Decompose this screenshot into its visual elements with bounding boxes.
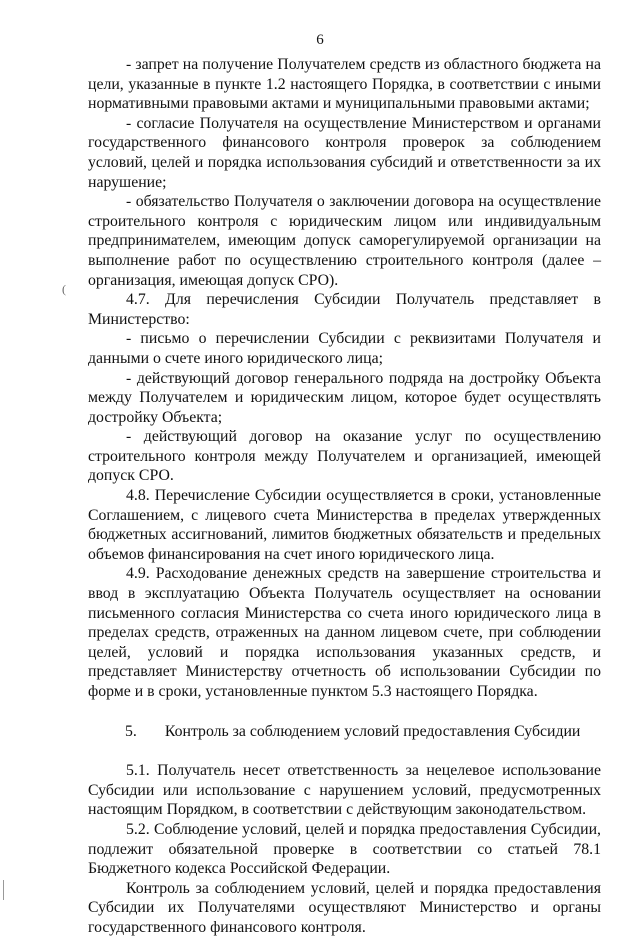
paragraph: Контроль за соблюдением условий, целей и порядка предоставления Субсидии их Получателями осуществляют Министерство и органы государственного финансового контроля. bbox=[88, 879, 601, 936]
section-heading bbox=[88, 722, 601, 742]
page-number: 6 bbox=[316, 32, 324, 48]
paragraph: - действующий договор генерального подряда на достройку Объекта между Получателем и юридическим лицом, которое будет осуществлять достройку Объекта; bbox=[88, 369, 601, 426]
paragraph-4-8: 4.8. Перечисление Субсидии осуществляется в сроки, установленные Соглашением, с лицевого счета Министерства в пределах утвержденных бюджетных ассигнований, лимитов бюджетных обязательств и предельных объемов финансирования на счет иного юридического лица. bbox=[88, 487, 601, 563]
document-body bbox=[88, 55, 601, 938]
paragraph: - согласие Получателя на осуществление Министерством и органами государственного финансового контроля проверок за соблюдением условий, целей и порядка использования субсидий и ответственности за их нарушение; bbox=[88, 114, 601, 191]
section-number: 5. bbox=[125, 722, 137, 740]
paragraph: - действующий договор на оказание услуг по осуществлению строительного контроля между Получателем и организацией, имеющей допуск СРО. bbox=[88, 428, 601, 485]
margin-mark: ( bbox=[62, 282, 66, 296]
paragraph-5-2: 5.2. Соблюдение условий, целей и порядка предоставления Субсидии, подлежит обязательной проверке в соответствии со статьей 78.1 Бюджетного кодекса Российской Федерации. bbox=[88, 820, 601, 878]
paragraph-5-1: 5.1. Получатель несет ответственность за нецелевое использование Субсидии или использование с нарушением условий, предусмотренных настоящим Порядком, в соответствии с действующим законодательством. bbox=[88, 762, 601, 819]
paragraph: - письмо о перечислении Субсидии с реквизитами Получателя и данными о счете иного юридического лица; bbox=[88, 330, 601, 367]
scan-edge-mark bbox=[3, 880, 4, 900]
section-title: Контроль за соблюдением условий предоставления Субсидии bbox=[164, 722, 581, 740]
paragraph: - запрет на получение Получателем средств из областного бюджета на цели, указанные в пункте 1.2 настоящего Порядка, в соответствии с иными нормативными правовыми актами и муниципальными правовыми актами; bbox=[88, 56, 601, 113]
paragraph-4-7: 4.7. Для перечисления Субсидии Получатель представляет в Министерство: bbox=[88, 291, 601, 328]
paragraph-4-9: 4.9. Расходование денежных средств на завершение строительства и ввод в эксплуатацию Объекта Получатель осуществляет на основании письменного согласия Министерства со счета иного юридического лица в пределах средств, отраженных на данном лицевом счете, при соблюдении целей, условий и порядка использования указанных средств, и представляет Министерству отчетность об использовании Субсидии по форме и в сроки, установленные пунктом 5.3 настоящего Порядка. bbox=[88, 565, 601, 700]
paragraph: - обязательство Получателя о заключении договора на осуществление строительного контроля с юридическим лицом или индивидуальным предпринимателем, имеющим допуск саморегулируемой организации на выполнение работ по осуществлению строительного контроля (далее – организация, имеющая допуск СРО). bbox=[88, 193, 601, 289]
